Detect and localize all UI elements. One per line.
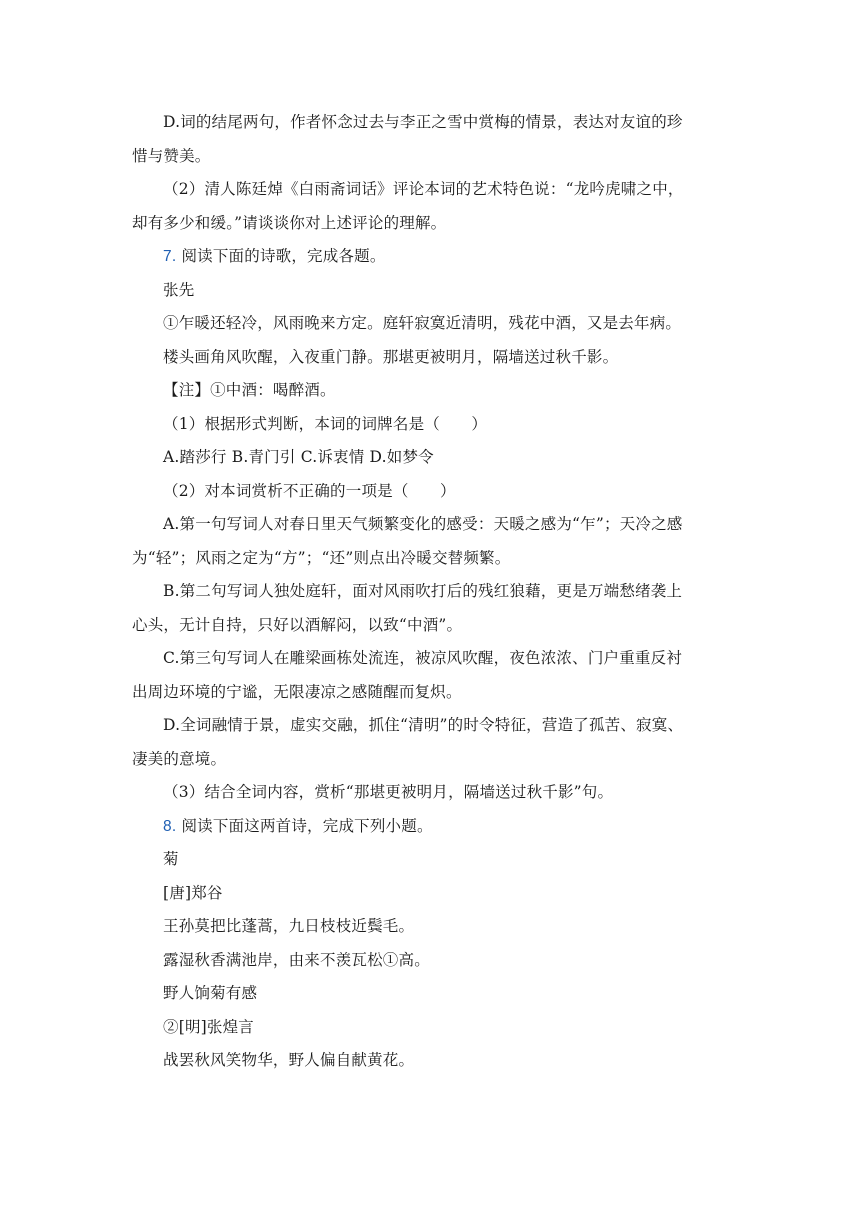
text-line (132, 341, 732, 375)
line-text: 野人饷菊有感 (163, 984, 258, 1002)
text-line (132, 743, 732, 777)
line-text: 出周边环境的宁谧，无限凄凉之感随醒而复炽。 (132, 682, 462, 701)
text-line (132, 575, 732, 609)
line-text: （2）清人陈廷焯《白雨斋词话》评论本词的艺术特色说：“龙吟虎啸之中， (163, 180, 684, 198)
text-line (132, 408, 732, 442)
line-text: D.全词融情于景，虚实交融，抓住“清明”的时令特征，营造了孤苦、寂寞、 (163, 716, 684, 734)
text-line (132, 374, 732, 408)
line-text: [唐]郑谷 (163, 883, 223, 902)
text-line (132, 843, 732, 877)
line-text: 楼头画角风吹醒，入夜重门静。那堪更被明月，隔墙送过秋千影。 (163, 347, 619, 366)
line-text: 露湿秋香满池岸，由来不羡瓦松①高。 (163, 950, 430, 969)
text-line (132, 642, 732, 676)
line-text: 为“轻”；风雨之定为“方”；“还”则点出冷暖交替频繁。 (132, 548, 511, 567)
line-text: C.第三句写词人在雕梁画栋处流连，被凉风吹醒，夜色浓浓、门户重重反衬 (163, 649, 683, 667)
line-text: D.词的结尾两句，作者怀念过去与李正之雪中赏梅的情景，表达对友谊的珍 (163, 113, 683, 131)
line-text: （2）对本词赏析不正确的一项是（ ） (163, 481, 456, 500)
line-text: 王孙莫把比蓬蒿，九日枝枝近鬓毛。 (163, 917, 415, 935)
text-line (132, 944, 732, 978)
text-line (132, 609, 732, 643)
line-text: ②[明]张煌言 (163, 1017, 254, 1036)
text-line (132, 910, 732, 944)
text-line (132, 676, 732, 710)
line-text: 战罢秋风笑物华，野人偏自献黄花。 (163, 1051, 415, 1069)
text-line (132, 542, 732, 576)
text-line (132, 106, 732, 140)
text-line (132, 274, 732, 308)
line-text: 心头，无计自持，只好以酒解闷，以致“中酒”。 (132, 615, 463, 634)
line-text: 张先 (163, 280, 195, 299)
text-line (132, 776, 732, 810)
question-number: 7. (163, 248, 177, 265)
text-line (132, 441, 732, 475)
text-line (132, 475, 732, 509)
line-text: 菊 (163, 850, 179, 868)
line-text: （1）根据形式判断，本词的词牌名是（ ） (163, 414, 488, 433)
question-heading (132, 240, 732, 274)
line-text: ①乍暖还轻冷，风雨晚来方定。庭轩寂寞近清明，残花中酒，又是去年病。 (163, 314, 682, 332)
line-text: （3）结合全词内容，赏析“那堪更被明月，隔墙送过秋千影”句。 (163, 783, 614, 801)
text-line (132, 1044, 732, 1078)
line-text: 【注】①中酒：喝醉酒。 (163, 381, 336, 399)
line-text: 凄美的意境。 (132, 749, 227, 768)
text-line (132, 508, 732, 542)
text-line (132, 207, 732, 241)
text-line (132, 140, 732, 174)
line-text: 却有多少和缓。”请谈谈你对上述评论的理解。 (132, 213, 447, 232)
text-line (132, 307, 732, 341)
text-line (132, 173, 732, 207)
question-number: 8. (163, 817, 177, 835)
question-heading (132, 810, 732, 844)
text-line (132, 1011, 732, 1045)
line-text: 惜与赞美。 (132, 146, 211, 165)
document-body (132, 106, 732, 1078)
line-text: A.第一句写词人对春日里天气频繁变化的感受：天暖之感为“乍”；天冷之感 (163, 515, 683, 533)
text-line (132, 977, 732, 1011)
line-text: 阅读下面这两首诗，完成下列小题。 (176, 816, 433, 835)
line-text: B.第二句写词人独处庭轩，面对风雨吹打后的残红狼藉，更是万端愁绪袭上 (163, 582, 683, 600)
text-line (132, 709, 732, 743)
line-text: 阅读下面的诗歌，完成各题。 (176, 247, 386, 265)
text-line (132, 877, 732, 911)
line-text: A.踏莎行 B.青门引 C.诉衷情 D.如梦令 (163, 448, 434, 466)
